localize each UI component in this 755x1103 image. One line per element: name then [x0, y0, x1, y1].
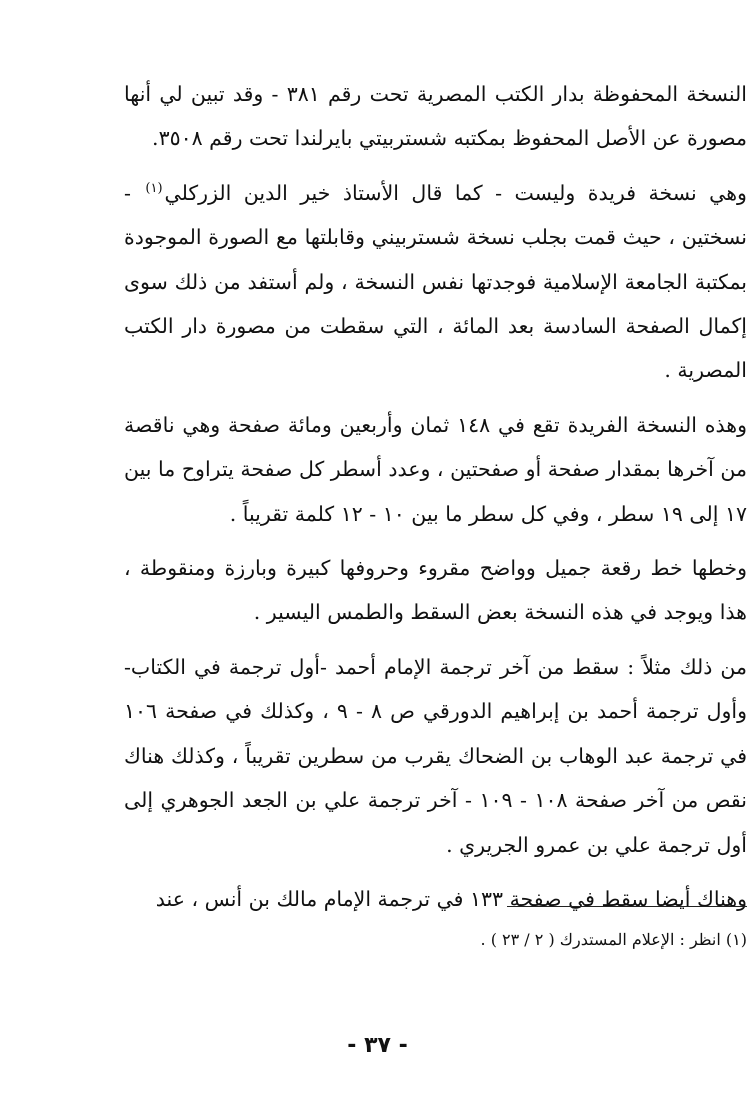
paragraph-2-quote: كما قال الأستاذ خير الدين الزركلي: [164, 180, 483, 205]
paragraph-2: [124, 171, 747, 393]
footnote: (١) انظر : الإعلام المستدرك ( ٢ / ٢٣ ) .: [480, 930, 747, 949]
footnote-divider: [507, 906, 747, 907]
paragraph-6: وهناك أيضا سقط في صفحة ١٣٣ في ترجمة الإمام مالك بن أنس ، عند: [155, 886, 747, 911]
paragraph-2-dash: -: [124, 180, 131, 205]
paragraph-2-start: وهي نسخة فريدة وليست -: [495, 180, 747, 205]
body-text: [124, 72, 747, 921]
page-number: - ٣٧ -: [347, 1033, 408, 1058]
paragraph-1: النسخة المحفوظة بدار الكتب المصرية تحت رقم ٣٨١ - وقد تبين لي أنها مصورة عن الأصل المحفوظ بمكتبه شستربيتي بايرلندا تحت رقم ٣٥٠٨.: [124, 82, 747, 151]
paragraph-3: وهذه النسخة الفريدة تقع في ١٤٨ ثمان وأربعين ومائة صفحة وهي ناقصة من آخرها بمقدار صفحة أو صفحتين ، وعدد أسطر كل صفحة يتراوح ما بين ١٧ إلى ١٩ سطر ، وفي كل سطر ما بين ١٠ - ١٢ كلمة تقريباً .: [124, 412, 747, 526]
paragraph-5: من ذلك مثلاً : سقط من آخر ترجمة الإمام أحمد -أول ترجمة في الكتاب- وأول ترجمة أحمد بن إبراهيم الدورقي ص ٨ - ٩ ، وكذلك في صفحة ١٠٦ في ترجمة عبد الوهاب بن الضحاك يقرب من سطرين تقريباً ، وكذلك هناك نقص من آخر صفحة ١٠٨ - ١٠٩ - آخر ترجمة علي بن الجعد الجوهري إلى أول ترجمة علي بن عمرو الجريري .: [124, 654, 747, 857]
paragraph-2-body: نسختين ، حيث قمت بجلب نسخة شستربيني وقابلتها مع الصورة الموجودة بمكتبة الجامعة الإسلامية فوجدتها نفس النسخة ، ولم أستفد من ذلك سوى إكمال الصفحة السادسة بعد المائة ، التي سقطت من مصورة دار الكتب المصرية .: [124, 225, 747, 383]
footnote-reference: (١): [145, 180, 163, 196]
paragraph-4: وخطها خط رقعة جميل وواضح مقروء وحروفها كبيرة وبارزة ومنقوطة ، هذا ويوجد في هذه النسخة بعض السقط والطمس اليسير .: [124, 556, 747, 625]
